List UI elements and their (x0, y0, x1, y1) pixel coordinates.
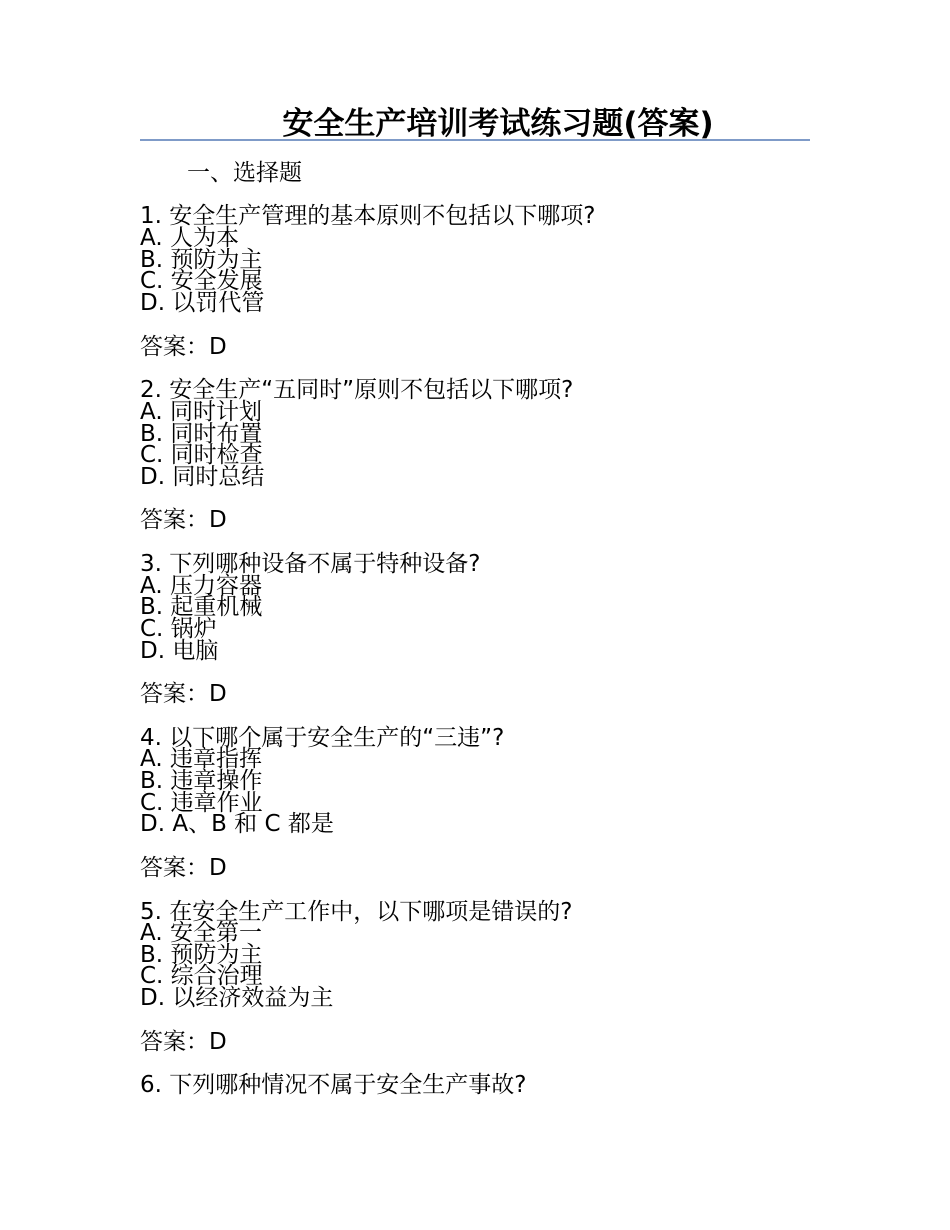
option-c: C. 锅炉 (140, 616, 217, 642)
answer-text: 答案：D (140, 855, 227, 881)
option-d: D. 以罚代管 (140, 290, 265, 316)
document-title: 安全生产培训考试练习题(答案) (282, 106, 714, 142)
option-b: B. 同时布置 (140, 421, 263, 447)
option-b: B. 预防为主 (140, 247, 263, 273)
answer-text: 答案：D (140, 1029, 227, 1055)
option-b: B. 违章操作 (140, 768, 263, 794)
question-text: 4. 以下哪个属于安全生产的“三违”? (140, 725, 505, 751)
option-a: A. 安全第一 (140, 920, 262, 946)
option-c: C. 综合治理 (140, 963, 263, 989)
option-a: A. 同时计划 (140, 399, 262, 425)
question-text: 3. 下列哪种设备不属于特种设备? (140, 551, 481, 577)
question-text: 6. 下列哪种情况不属于安全生产事故? (140, 1072, 527, 1098)
option-d: D. A、B 和 C 都是 (140, 811, 334, 837)
option-c: C. 安全发展 (140, 268, 263, 294)
answer-text: 答案：D (140, 681, 227, 707)
answer-text: 答案：D (140, 507, 227, 533)
option-d: D. 电脑 (140, 638, 219, 664)
option-a: A. 压力容器 (140, 573, 262, 599)
section-heading: 一、选择题 (187, 160, 302, 186)
answer-text: 答案：D (140, 334, 227, 360)
title-underline (140, 139, 810, 141)
option-b: B. 预防为主 (140, 942, 263, 968)
question-text: 5. 在安全生产工作中，以下哪项是错误的? (140, 899, 573, 925)
option-a: A. 违章指挥 (140, 746, 262, 772)
option-d: D. 同时总结 (140, 464, 265, 490)
option-a: A. 人为本 (140, 225, 239, 251)
option-d: D. 以经济效益为主 (140, 985, 334, 1011)
question-text: 1. 安全生产管理的基本原则不包括以下哪项? (140, 203, 596, 229)
option-c: C. 同时检查 (140, 442, 263, 468)
question-text: 2. 安全生产“五同时”原则不包括以下哪项? (140, 377, 574, 403)
option-b: B. 起重机械 (140, 594, 263, 620)
option-c: C. 违章作业 (140, 790, 263, 816)
